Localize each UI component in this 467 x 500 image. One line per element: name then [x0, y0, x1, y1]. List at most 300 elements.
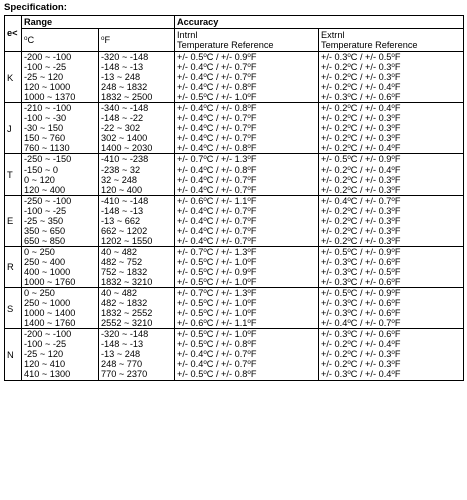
degree-mark: o — [247, 308, 251, 316]
celsius-range: 1400 ~ 1760 — [24, 318, 76, 329]
degree-mark: o — [247, 52, 251, 59]
intrnl-accuracy: +/- 0.5$^o$C / +/- 1.0$^o$F — [177, 308, 257, 319]
degree-mark: o — [247, 329, 251, 337]
degree-mark: o — [391, 154, 395, 162]
degree-mark: o — [203, 133, 207, 141]
degree-mark: o — [247, 195, 251, 203]
degree-mark: o — [203, 359, 207, 367]
degree-mark: o — [347, 266, 351, 274]
degree-mark: o — [203, 52, 207, 59]
fahrenheit-range: 40 ~ 482 — [101, 288, 138, 299]
header-row-2 — [5, 29, 464, 52]
extrnl-accuracy: +/- 0.5$^o$C / +/- 0.9$^o$F — [321, 246, 401, 257]
extrnl-accuracy: +/- 0.2$^o$C / +/- 0.3$^o$F — [321, 359, 401, 370]
degree-mark: o — [391, 225, 395, 233]
degree-mark: o — [247, 103, 251, 111]
fahrenheit-range: 40 ~ 482 — [101, 246, 138, 257]
degree-mark: o — [391, 329, 395, 337]
degree-mark: o — [391, 113, 395, 121]
degree-mark: o — [391, 266, 395, 274]
celsius-range: 350 ~ 650 — [24, 225, 66, 236]
degree-mark: o — [247, 266, 251, 274]
degree-mark: o — [203, 174, 207, 182]
degree-mark: o — [391, 256, 395, 264]
intrnl-accuracy: +/- 0.4$^o$C / +/- 0.8$^o$F — [177, 143, 257, 154]
degree-mark: o — [247, 72, 251, 80]
degree-mark: o — [247, 133, 251, 141]
extrnl-accuracy: +/- 0.2$^o$C / +/- 0.3$^o$F — [321, 113, 401, 124]
degree-mark: o — [247, 349, 251, 357]
degree-mark: o — [247, 184, 251, 192]
thermocouple-row — [5, 288, 464, 329]
header-row-1 — [5, 16, 464, 29]
degree-mark: o — [347, 133, 351, 141]
celsius-range: 410 ~ 1300 — [24, 369, 71, 380]
fahrenheit-range: -410 ~ -238 — [101, 154, 149, 165]
degree-mark: o — [203, 62, 207, 70]
thermocouple-type: S — [5, 288, 22, 329]
degree-mark: o — [347, 164, 351, 172]
extrnl-accuracy: +/- 0.2$^o$C / +/- 0.3$^o$F — [321, 235, 401, 246]
fahrenheit-range-cell — [99, 52, 175, 103]
intrnl-accuracy: +/- 0.4$^o$C / +/- 0.7$^o$F — [177, 225, 257, 236]
extrnl-accuracy: +/- 0.5$^o$C / +/- 0.9$^o$F — [321, 154, 401, 165]
intrnl-accuracy: +/- 0.4$^o$C / +/- 0.7$^o$F — [177, 62, 257, 73]
extrnl-accuracy: +/- 0.3$^o$C / +/- 0.5$^o$F — [321, 266, 401, 277]
extrnl-accuracy: +/- 0.5$^o$C / +/- 0.9$^o$F — [321, 288, 401, 299]
celsius-range-cell — [22, 329, 99, 380]
extrnl-reference-label: Temperature Reference — [321, 40, 418, 50]
extrnl-accuracy: +/- 0.3$^o$C / +/- 0.6$^o$F — [321, 277, 401, 288]
extrnl-accuracy: +/- 0.2$^o$C / +/- 0.3$^o$F — [321, 123, 401, 134]
degree-mark: o — [247, 277, 251, 285]
celsius-header — [22, 29, 99, 52]
thermocouple-row — [5, 246, 464, 287]
degree-mark: o — [391, 339, 395, 347]
intrnl-accuracy: +/- 0.5$^o$C / +/- 1.0$^o$F — [177, 329, 257, 340]
degree-mark: o — [347, 349, 351, 357]
intrnl-accuracy: +/- 0.4$^o$C / +/- 0.7$^o$F — [177, 174, 257, 185]
degree-mark: o — [203, 113, 207, 121]
degree-mark: o — [347, 62, 351, 70]
degree-mark: o — [347, 256, 351, 264]
intrnl-accuracy: +/- 0.5$^o$C / +/- 0.8$^o$F — [177, 369, 257, 380]
fahrenheit-range: 248 ~ 770 — [101, 359, 143, 370]
degree-mark: o — [391, 133, 395, 141]
degree-mark: o — [203, 164, 207, 172]
degree-mark: o — [391, 349, 395, 357]
degree-mark: o — [203, 288, 207, 296]
degree-mark: o — [203, 246, 207, 254]
degree-mark: o — [203, 339, 207, 347]
degree-mark: o — [391, 174, 395, 182]
degree-mark: o — [247, 92, 251, 100]
fahrenheit-range-cell — [99, 246, 175, 287]
degree-mark: o — [247, 164, 251, 172]
celsius-range: -100 ~ -25 — [24, 339, 67, 350]
fahrenheit-range: -13 ~ 248 — [101, 349, 141, 360]
fahrenheit-range-cell — [99, 154, 175, 195]
fahrenheit-range: 482 ~ 752 — [101, 256, 143, 267]
degree-mark: o — [203, 215, 207, 223]
fahrenheit-range: -148 ~ -13 — [101, 339, 144, 350]
degree-mark: o — [391, 277, 395, 285]
intrnl-accuracy: +/- 0.7$^o$C / +/- 1.3$^o$F — [177, 246, 257, 257]
intrnl-accuracy: +/- 0.4$^o$C / +/- 0.7$^o$F — [177, 133, 257, 144]
degree-mark: o — [347, 184, 351, 192]
specification-table — [4, 15, 464, 381]
intrnl-accuracy: +/- 0.4$^o$C / +/- 0.7$^o$F — [177, 205, 257, 216]
extrnl-accuracy: +/- 0.2$^o$C / +/- 0.4$^o$F — [321, 164, 401, 175]
fahrenheit-range-cell — [99, 329, 175, 380]
degree-mark: o — [203, 123, 207, 131]
degree-mark: o — [391, 52, 395, 59]
intrnl-accuracy: +/- 0.4$^o$C / +/- 0.8$^o$F — [177, 82, 257, 93]
celsius-range: -25 ~ 350 — [24, 215, 64, 226]
fahrenheit-range: 302 ~ 1400 — [101, 133, 148, 144]
extrnl-reference-header — [319, 29, 464, 52]
degree-mark: o — [247, 359, 251, 367]
celsius-range: 650 ~ 850 — [24, 235, 66, 246]
intrnl-accuracy-cell — [175, 329, 319, 380]
degree-mark: o — [247, 123, 251, 131]
degree-mark: o — [203, 205, 207, 213]
thermocouple-type: N — [5, 329, 22, 380]
celsius-range-cell — [22, 103, 99, 154]
degree-mark: o — [247, 174, 251, 182]
degree-mark: o — [247, 288, 251, 296]
fahrenheit-label: F — [104, 35, 111, 45]
degree-mark: o — [347, 92, 351, 100]
degree-mark: o — [203, 195, 207, 203]
degree-mark: o — [347, 308, 351, 316]
degree-mark: o — [247, 246, 251, 254]
degree-mark: o — [203, 184, 207, 192]
extrnl-accuracy: +/- 0.2$^o$C / +/- 0.3$^o$F — [321, 225, 401, 236]
degree-mark: o — [391, 246, 395, 254]
intrnl-reference-label: Temperature Reference — [177, 40, 274, 50]
thermocouple-row — [5, 52, 464, 103]
intrnl-accuracy-cell — [175, 288, 319, 329]
degree-mark: o — [347, 288, 351, 296]
specification-body — [5, 52, 464, 381]
intrnl-accuracy: +/- 0.4$^o$C / +/- 0.8$^o$F — [177, 164, 257, 175]
intrnl-accuracy-cell — [175, 103, 319, 154]
degree-mark: o — [203, 277, 207, 285]
celsius-range: -100 ~ -30 — [24, 113, 67, 124]
degree-mark: o — [247, 369, 251, 377]
fahrenheit-range: -238 ~ 32 — [101, 164, 141, 175]
intrnl-accuracy: +/- 0.5$^o$C / +/- 1.0$^o$F — [177, 277, 257, 288]
fahrenheit-range: -13 ~ 248 — [101, 72, 141, 83]
degree-mark: o — [347, 235, 351, 243]
degree-mark: o — [391, 195, 395, 203]
degree-mark: o — [247, 256, 251, 264]
fahrenheit-range: -148 ~ -13 — [101, 62, 144, 73]
celsius-range-cell — [22, 154, 99, 195]
celsius-range: 0 ~ 120 — [24, 174, 55, 185]
intrnl-accuracy: +/- 0.6$^o$C / +/- 1.1$^o$F — [177, 195, 257, 206]
fahrenheit-range: 752 ~ 1832 — [101, 266, 148, 277]
intrnl-accuracy-cell — [175, 195, 319, 246]
degree-mark: o — [203, 92, 207, 100]
extrnl-accuracy: +/- 0.4$^o$C / +/- 0.7$^o$F — [321, 195, 401, 206]
celsius-range: -25 ~ 120 — [24, 72, 64, 83]
fahrenheit-range: 32 ~ 248 — [101, 174, 138, 185]
thermocouple-type: T — [5, 154, 22, 195]
celsius-range: -210 ~ -100 — [24, 103, 72, 114]
degree-mark: o — [391, 298, 395, 306]
fahrenheit-range: -340 ~ -148 — [101, 103, 149, 114]
celsius-range: 250 ~ 1000 — [24, 298, 71, 309]
degree-mark: o — [391, 215, 395, 223]
extrnl-accuracy: +/- 0.3$^o$C / +/- 0.6$^o$F — [321, 329, 401, 340]
celsius-range: -30 ~ 150 — [24, 123, 64, 134]
degree-mark: o — [347, 82, 351, 90]
accuracy-header: Accuracy — [175, 16, 464, 29]
degree-mark: o — [347, 123, 351, 131]
intrnl-accuracy-cell — [175, 246, 319, 287]
degree-mark: o — [203, 349, 207, 357]
celsius-range: 120 ~ 1000 — [24, 82, 71, 93]
thermocouple-row — [5, 103, 464, 154]
extrnl-accuracy: +/- 0.3$^o$C / +/- 0.6$^o$F — [321, 308, 401, 319]
fahrenheit-range: -410 ~ -148 — [101, 195, 149, 206]
degree-mark: o — [24, 35, 28, 42]
fahrenheit-range: 482 ~ 1832 — [101, 298, 148, 309]
fahrenheit-range: 770 ~ 2370 — [101, 369, 148, 380]
degree-mark: o — [391, 72, 395, 80]
degree-mark: o — [347, 205, 351, 213]
degree-mark: o — [347, 339, 351, 347]
degree-mark: o — [203, 143, 207, 151]
degree-mark: o — [391, 359, 395, 367]
fahrenheit-range: 1202 ~ 1550 — [101, 235, 153, 246]
degree-mark: o — [247, 298, 251, 306]
thermocouple-type: J — [5, 103, 22, 154]
extrnl-accuracy: +/- 0.3$^o$C / +/- 0.6$^o$F — [321, 256, 401, 267]
celsius-range: 760 ~ 1130 — [24, 143, 70, 154]
celsius-range: -200 ~ -100 — [24, 329, 72, 340]
intrnl-label: Intrnl — [177, 29, 198, 40]
extrnl-accuracy: +/- 0.2$^o$C / +/- 0.4$^o$F — [321, 103, 401, 114]
degree-mark: o — [203, 329, 207, 337]
extrnl-accuracy-cell — [319, 195, 464, 246]
extrnl-accuracy: +/- 0.2$^o$C / +/- 0.3$^o$F — [321, 205, 401, 216]
fahrenheit-range: 1832 ~ 2552 — [101, 308, 153, 319]
thermocouple-row — [5, 195, 464, 246]
degree-mark: o — [347, 174, 351, 182]
celsius-range: -200 ~ -100 — [24, 52, 72, 62]
celsius-range: 250 ~ 400 — [24, 256, 66, 267]
intrnl-reference-header — [175, 29, 319, 52]
fahrenheit-range-cell — [99, 103, 175, 154]
intrnl-accuracy: +/- 0.5$^o$C / +/- 1.0$^o$F — [177, 92, 257, 103]
intrnl-accuracy: +/- 0.4$^o$C / +/- 0.7$^o$F — [177, 349, 257, 360]
intrnl-accuracy: +/- 0.7$^o$C / +/- 1.3$^o$F — [177, 288, 257, 299]
degree-mark: o — [391, 164, 395, 172]
extrnl-accuracy: +/- 0.2$^o$C / +/- 0.4$^o$F — [321, 82, 401, 93]
degree-mark: o — [391, 62, 395, 70]
intrnl-accuracy-cell — [175, 154, 319, 195]
fahrenheit-range-cell — [99, 288, 175, 329]
degree-mark: o — [391, 235, 395, 243]
degree-mark: o — [347, 72, 351, 80]
degree-mark: o — [247, 113, 251, 121]
degree-mark: o — [391, 143, 395, 151]
fahrenheit-range: 662 ~ 1202 — [101, 225, 148, 236]
extrnl-accuracy: +/- 0.2$^o$C / +/- 0.3$^o$F — [321, 133, 401, 144]
celsius-range: -100 ~ -25 — [24, 205, 67, 216]
extrnl-accuracy: +/- 0.2$^o$C / +/- 0.3$^o$F — [321, 215, 401, 226]
intrnl-accuracy: +/- 0.5$^o$C / +/- 1.0$^o$F — [177, 256, 257, 267]
degree-mark: o — [391, 123, 395, 131]
fahrenheit-range: -13 ~ 662 — [101, 215, 141, 226]
celsius-range-cell — [22, 288, 99, 329]
degree-mark: o — [347, 246, 351, 254]
celsius-range: 120 ~ 410 — [24, 359, 66, 370]
degree-mark: o — [247, 62, 251, 70]
extrnl-accuracy: +/- 0.2$^o$C / +/- 0.4$^o$F — [321, 143, 401, 154]
celsius-range: -150 ~ 0 — [24, 164, 58, 175]
intrnl-accuracy: +/- 0.7$^o$C / +/- 1.3$^o$F — [177, 154, 257, 165]
degree-mark: o — [347, 318, 351, 326]
extrnl-label: Extrnl — [321, 29, 345, 40]
fahrenheit-range: 248 ~ 1832 — [101, 82, 148, 93]
degree-mark: o — [203, 82, 207, 90]
extrnl-accuracy-cell — [319, 288, 464, 329]
thermocouple-type: R — [5, 246, 22, 287]
extrnl-accuracy-cell — [319, 52, 464, 103]
degree-mark: o — [391, 82, 395, 90]
celsius-range: 0 ~ 250 — [24, 288, 55, 299]
extrnl-accuracy-cell — [319, 246, 464, 287]
degree-mark: o — [391, 103, 395, 111]
range-header: Range — [22, 16, 175, 29]
degree-mark: o — [347, 329, 351, 337]
degree-mark: o — [203, 103, 207, 111]
degree-mark: o — [247, 143, 251, 151]
fahrenheit-range: -320 ~ -148 — [101, 329, 149, 340]
thermocouple-row — [5, 329, 464, 380]
degree-mark: o — [391, 369, 395, 377]
degree-mark: o — [203, 256, 207, 264]
degree-mark: o — [347, 143, 351, 151]
extrnl-accuracy: +/- 0.3$^o$C / +/- 0.6$^o$F — [321, 92, 401, 103]
thermocouple-row — [5, 154, 464, 195]
extrnl-accuracy: +/- 0.3$^o$C / +/- 0.6$^o$F — [321, 298, 401, 309]
degree-mark: o — [203, 308, 207, 316]
celsius-range-cell — [22, 246, 99, 287]
intrnl-accuracy: +/- 0.4$^o$C / +/- 0.7$^o$F — [177, 215, 257, 226]
degree-mark: o — [347, 225, 351, 233]
fahrenheit-header — [99, 29, 175, 52]
intrnl-accuracy: +/- 0.4$^o$C / +/- 0.7$^o$F — [177, 72, 257, 83]
thermocouple-type: K — [5, 52, 22, 103]
degree-mark: o — [203, 72, 207, 80]
degree-mark: o — [247, 339, 251, 347]
celsius-range: 400 ~ 1000 — [24, 266, 71, 277]
intrnl-accuracy: +/- 0.4$^o$C / +/- 0.8$^o$F — [177, 103, 257, 114]
celsius-label: C — [27, 35, 35, 45]
page-title: Specification: — [4, 2, 67, 13]
intrnl-accuracy: +/- 0.5$^o$C / +/- 1.0$^o$F — [177, 298, 257, 309]
degree-mark: o — [391, 205, 395, 213]
fahrenheit-range: 2552 ~ 3210 — [101, 318, 153, 329]
degree-mark: o — [203, 266, 207, 274]
degree-mark: o — [391, 318, 395, 326]
degree-mark: o — [347, 298, 351, 306]
extrnl-accuracy-cell — [319, 329, 464, 380]
degree-mark: o — [347, 154, 351, 162]
degree-mark: o — [247, 205, 251, 213]
celsius-range-cell — [22, 195, 99, 246]
degree-mark: o — [347, 359, 351, 367]
degree-mark: o — [391, 288, 395, 296]
degree-mark: o — [203, 154, 207, 162]
extrnl-accuracy: +/- 0.4$^o$C / +/- 0.7$^o$F — [321, 318, 401, 329]
intrnl-accuracy: +/- 0.6$^o$C / +/- 1.1$^o$F — [177, 318, 257, 329]
extrnl-accuracy: +/- 0.2$^o$C / +/- 0.3$^o$F — [321, 349, 401, 360]
extrnl-accuracy: +/- 0.2$^o$C / +/- 0.3$^o$F — [321, 62, 401, 73]
celsius-range: -25 ~ 120 — [24, 349, 64, 360]
degree-mark: o — [347, 52, 351, 59]
celsius-range: -100 ~ -25 — [24, 62, 67, 73]
fahrenheit-range: -148 ~ -22 — [101, 113, 144, 124]
extrnl-accuracy-cell — [319, 103, 464, 154]
thermocouple-type: E — [5, 195, 22, 246]
degree-mark: o — [347, 103, 351, 111]
degree-mark: o — [247, 225, 251, 233]
fahrenheit-range: -320 ~ -148 — [101, 52, 149, 62]
degree-mark: o — [203, 235, 207, 243]
celsius-range: 1000 ~ 1370 — [24, 92, 76, 103]
type-header: e< — [5, 16, 22, 52]
degree-mark: o — [203, 298, 207, 306]
celsius-range: 120 ~ 400 — [24, 184, 66, 195]
degree-mark: o — [347, 113, 351, 121]
degree-mark: o — [347, 369, 351, 377]
fahrenheit-range: 1400 ~ 2030 — [101, 143, 153, 154]
fahrenheit-range: -22 ~ 302 — [101, 123, 141, 134]
intrnl-accuracy: +/- 0.4$^o$C / +/- 0.7$^o$F — [177, 235, 257, 246]
fahrenheit-range: 120 ~ 400 — [101, 184, 143, 195]
fahrenheit-range-cell — [99, 195, 175, 246]
intrnl-accuracy: +/- 0.4$^o$C / +/- 0.7$^o$F — [177, 123, 257, 134]
celsius-range: 1000 ~ 1400 — [24, 308, 76, 319]
intrnl-accuracy: +/- 0.4$^o$C / +/- 0.7$^o$F — [177, 184, 257, 195]
extrnl-accuracy: +/- 0.3$^o$C / +/- 0.5$^o$F — [321, 52, 401, 62]
celsius-range: -250 ~ -100 — [24, 195, 72, 206]
degree-mark: o — [247, 154, 251, 162]
degree-mark: o — [247, 215, 251, 223]
degree-mark: o — [347, 215, 351, 223]
degree-mark: o — [203, 225, 207, 233]
extrnl-accuracy: +/- 0.2$^o$C / +/- 0.3$^o$F — [321, 72, 401, 83]
degree-mark: o — [347, 277, 351, 285]
celsius-range: -250 ~ -150 — [24, 154, 72, 165]
fahrenheit-range: -148 ~ -13 — [101, 205, 144, 216]
degree-mark: o — [391, 184, 395, 192]
degree-mark: o — [247, 235, 251, 243]
extrnl-accuracy: +/- 0.2$^o$C / +/- 0.3$^o$F — [321, 184, 401, 195]
extrnl-accuracy: +/- 0.2$^o$C / +/- 0.3$^o$F — [321, 174, 401, 185]
celsius-range-cell — [22, 52, 99, 103]
degree-mark: o — [347, 195, 351, 203]
extrnl-accuracy-cell — [319, 154, 464, 195]
celsius-range: 0 ~ 250 — [24, 246, 55, 257]
intrnl-accuracy: +/- 0.4$^o$C / +/- 0.7$^o$F — [177, 113, 257, 124]
